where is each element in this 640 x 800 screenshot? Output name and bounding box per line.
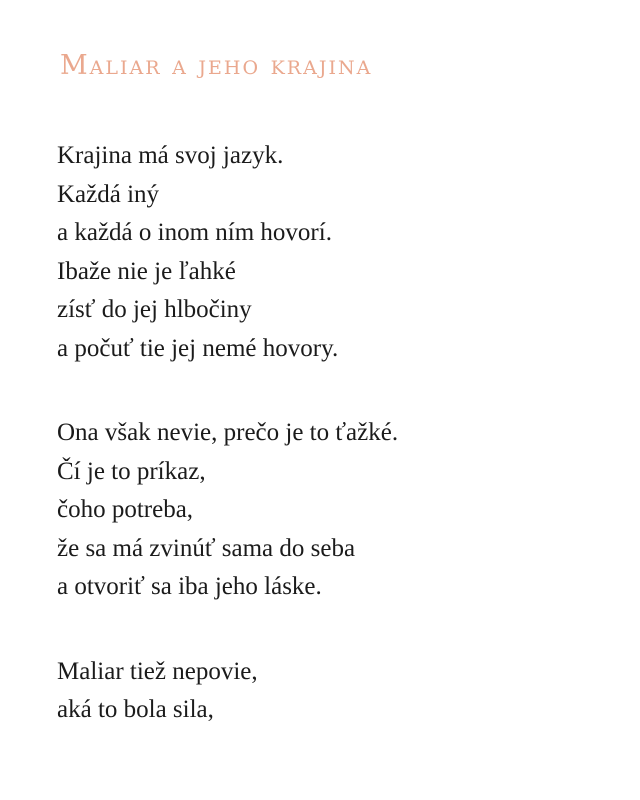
poem-body <box>57 137 617 776</box>
stanza-1 <box>57 137 617 368</box>
stanza-2 <box>57 414 617 607</box>
poem-line: že sa má zvinúť sama do seba <box>57 534 356 562</box>
poem-line: a počuť tie jej nemé hovory. <box>57 334 339 362</box>
poem-line: aká to bola sila, <box>57 696 214 723</box>
poem-line: Krajina má svoj jazyk. <box>57 142 284 169</box>
poem-line: Čí je to príkaz, <box>57 457 206 485</box>
poem-title: Maliar a jeho krajina <box>60 50 373 81</box>
poem-line: čoho potreba, <box>57 496 194 523</box>
poem-line: Maliar tiež nepovie, <box>57 657 258 685</box>
poem-line: a otvoriť sa iba jeho láske. <box>57 573 322 600</box>
poem-line: Ona však nevie, prečo je to ťažké. <box>57 419 399 446</box>
poem-line: zísť do jej hlbočiny <box>57 296 252 323</box>
poem-line: Každá iný <box>57 180 160 208</box>
poem-line: a každá o inom ním hovorí. <box>57 219 332 246</box>
poem-line: Ibaže nie je ľahké <box>57 257 236 285</box>
stanza-3 <box>57 653 617 730</box>
